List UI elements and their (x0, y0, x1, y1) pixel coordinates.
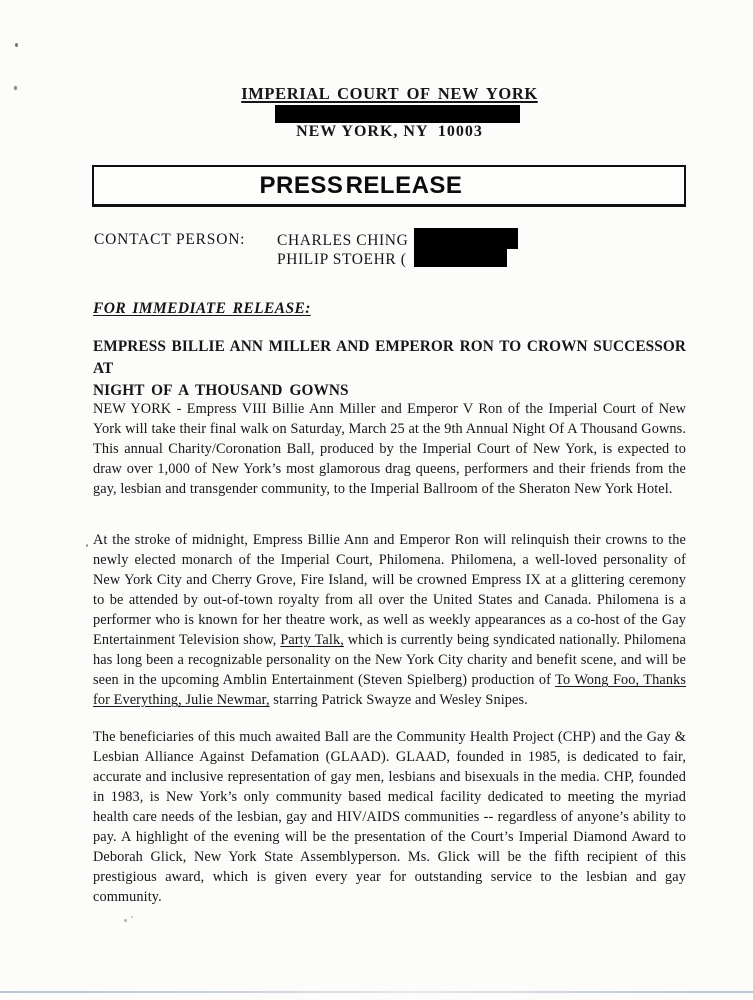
address-redaction-bar (275, 105, 520, 123)
scan-speck (86, 544, 88, 547)
paragraph-1: NEW YORK - Empress VIII Billie Ann Miller and Emperor V Ron of the Imperial Court of New York will take their final walk on Saturday, March 25 at the 9th Annual Night Of A Thousand Gowns. This annual Charity/Coronation Ball, produced by the Imperial Court of New York, is expected to draw over 1,000 of New York’s most glamorous drag queens, performers and their friends from the gay, lesbian and transgender community, to the Imperial Ballroom of the Sheraton New York Hotel. (93, 401, 686, 498)
org-name: IMPERIAL COURT OF NEW YORK (241, 84, 538, 103)
city-zip-line: NEW YORK, NY 10003 (296, 123, 483, 140)
phone-redaction-bar-2 (414, 247, 507, 267)
contact-names (277, 231, 408, 269)
headline-line-2: NIGHT OF A THOUSAND GOWNS (93, 382, 349, 399)
contact-name-1: CHARLES CHING (277, 232, 409, 249)
contact-name-2: PHILIP STOEHR ( (277, 251, 407, 268)
headline (93, 336, 686, 402)
for-immediate-release-line: FOR IMMEDIATE RELEASE: (93, 300, 311, 317)
headline-line-1: EMPRESS BILLIE ANN MILLER AND EMPEROR RON TO CROWN SUCCESSOR AT (93, 338, 686, 377)
scan-edge-line (0, 991, 753, 993)
paragraph-3: The beneficiaries of this much awaited Ball are the Community Health Project (CHP) and the Gay & Lesbian Alliance Against Defamation (GLAAD). GLAAD, founded in 1985, is dedicated to fair, accurate and inclusive representation of gay men, lesbians and bisexuals in the media. CHP, founded in 1983, is New York’s only community based medical facility dedicated to meeting the myriad health care needs of the lesbian, gay and HIV/AIDS communities -- regardless of anyone’s ability to pay. A highlight of the evening will be the presentation of the Court’s Imperial Diamond Award to Deborah Glick, New York State Assemblyperson. Ms. Glick will be the fifth recipient of this prestigious award, which is given every year for outstanding service to the lesbian and gay community. (93, 729, 686, 906)
scan-speck (14, 86, 17, 90)
banner-title: PRESS RELEASE (259, 171, 463, 199)
contact-person-label: CONTACT PERSON: (94, 231, 246, 248)
paragraph-2: At the stroke of midnight, Empress Billie Ann and Emperor Ron will relinquish their crowns to the newly elected monarch of the Imperial Court, Philomena. Philomena, a well-loved personality of New York City and Cherry Grove, Fire Island, will be crowned Empress IX at a glittering ceremony to be attended by out-of-town royalty from all over the United States and Canada. Philomena is a performer who is known for her theatre work, as well as weekly appearances as a co-host of the Gay Entertainment Television show, Party Talk, which is currently being syndicated nationally. Philomena has long been a recognizable personality on the New York City charity and benefit scene, and will be seen in the upcoming Amblin Entertainment (Steven Spielberg) production of To Wong Foo, Thanks for Everything, Julie Newmar, starring Patrick Swayze and Wesley Snipes. (93, 532, 686, 709)
scan-speck (131, 916, 133, 918)
press-release-banner (92, 165, 686, 207)
scan-speck (15, 43, 18, 47)
phone-redaction-bar-1 (414, 228, 518, 249)
scan-speck (124, 919, 127, 922)
